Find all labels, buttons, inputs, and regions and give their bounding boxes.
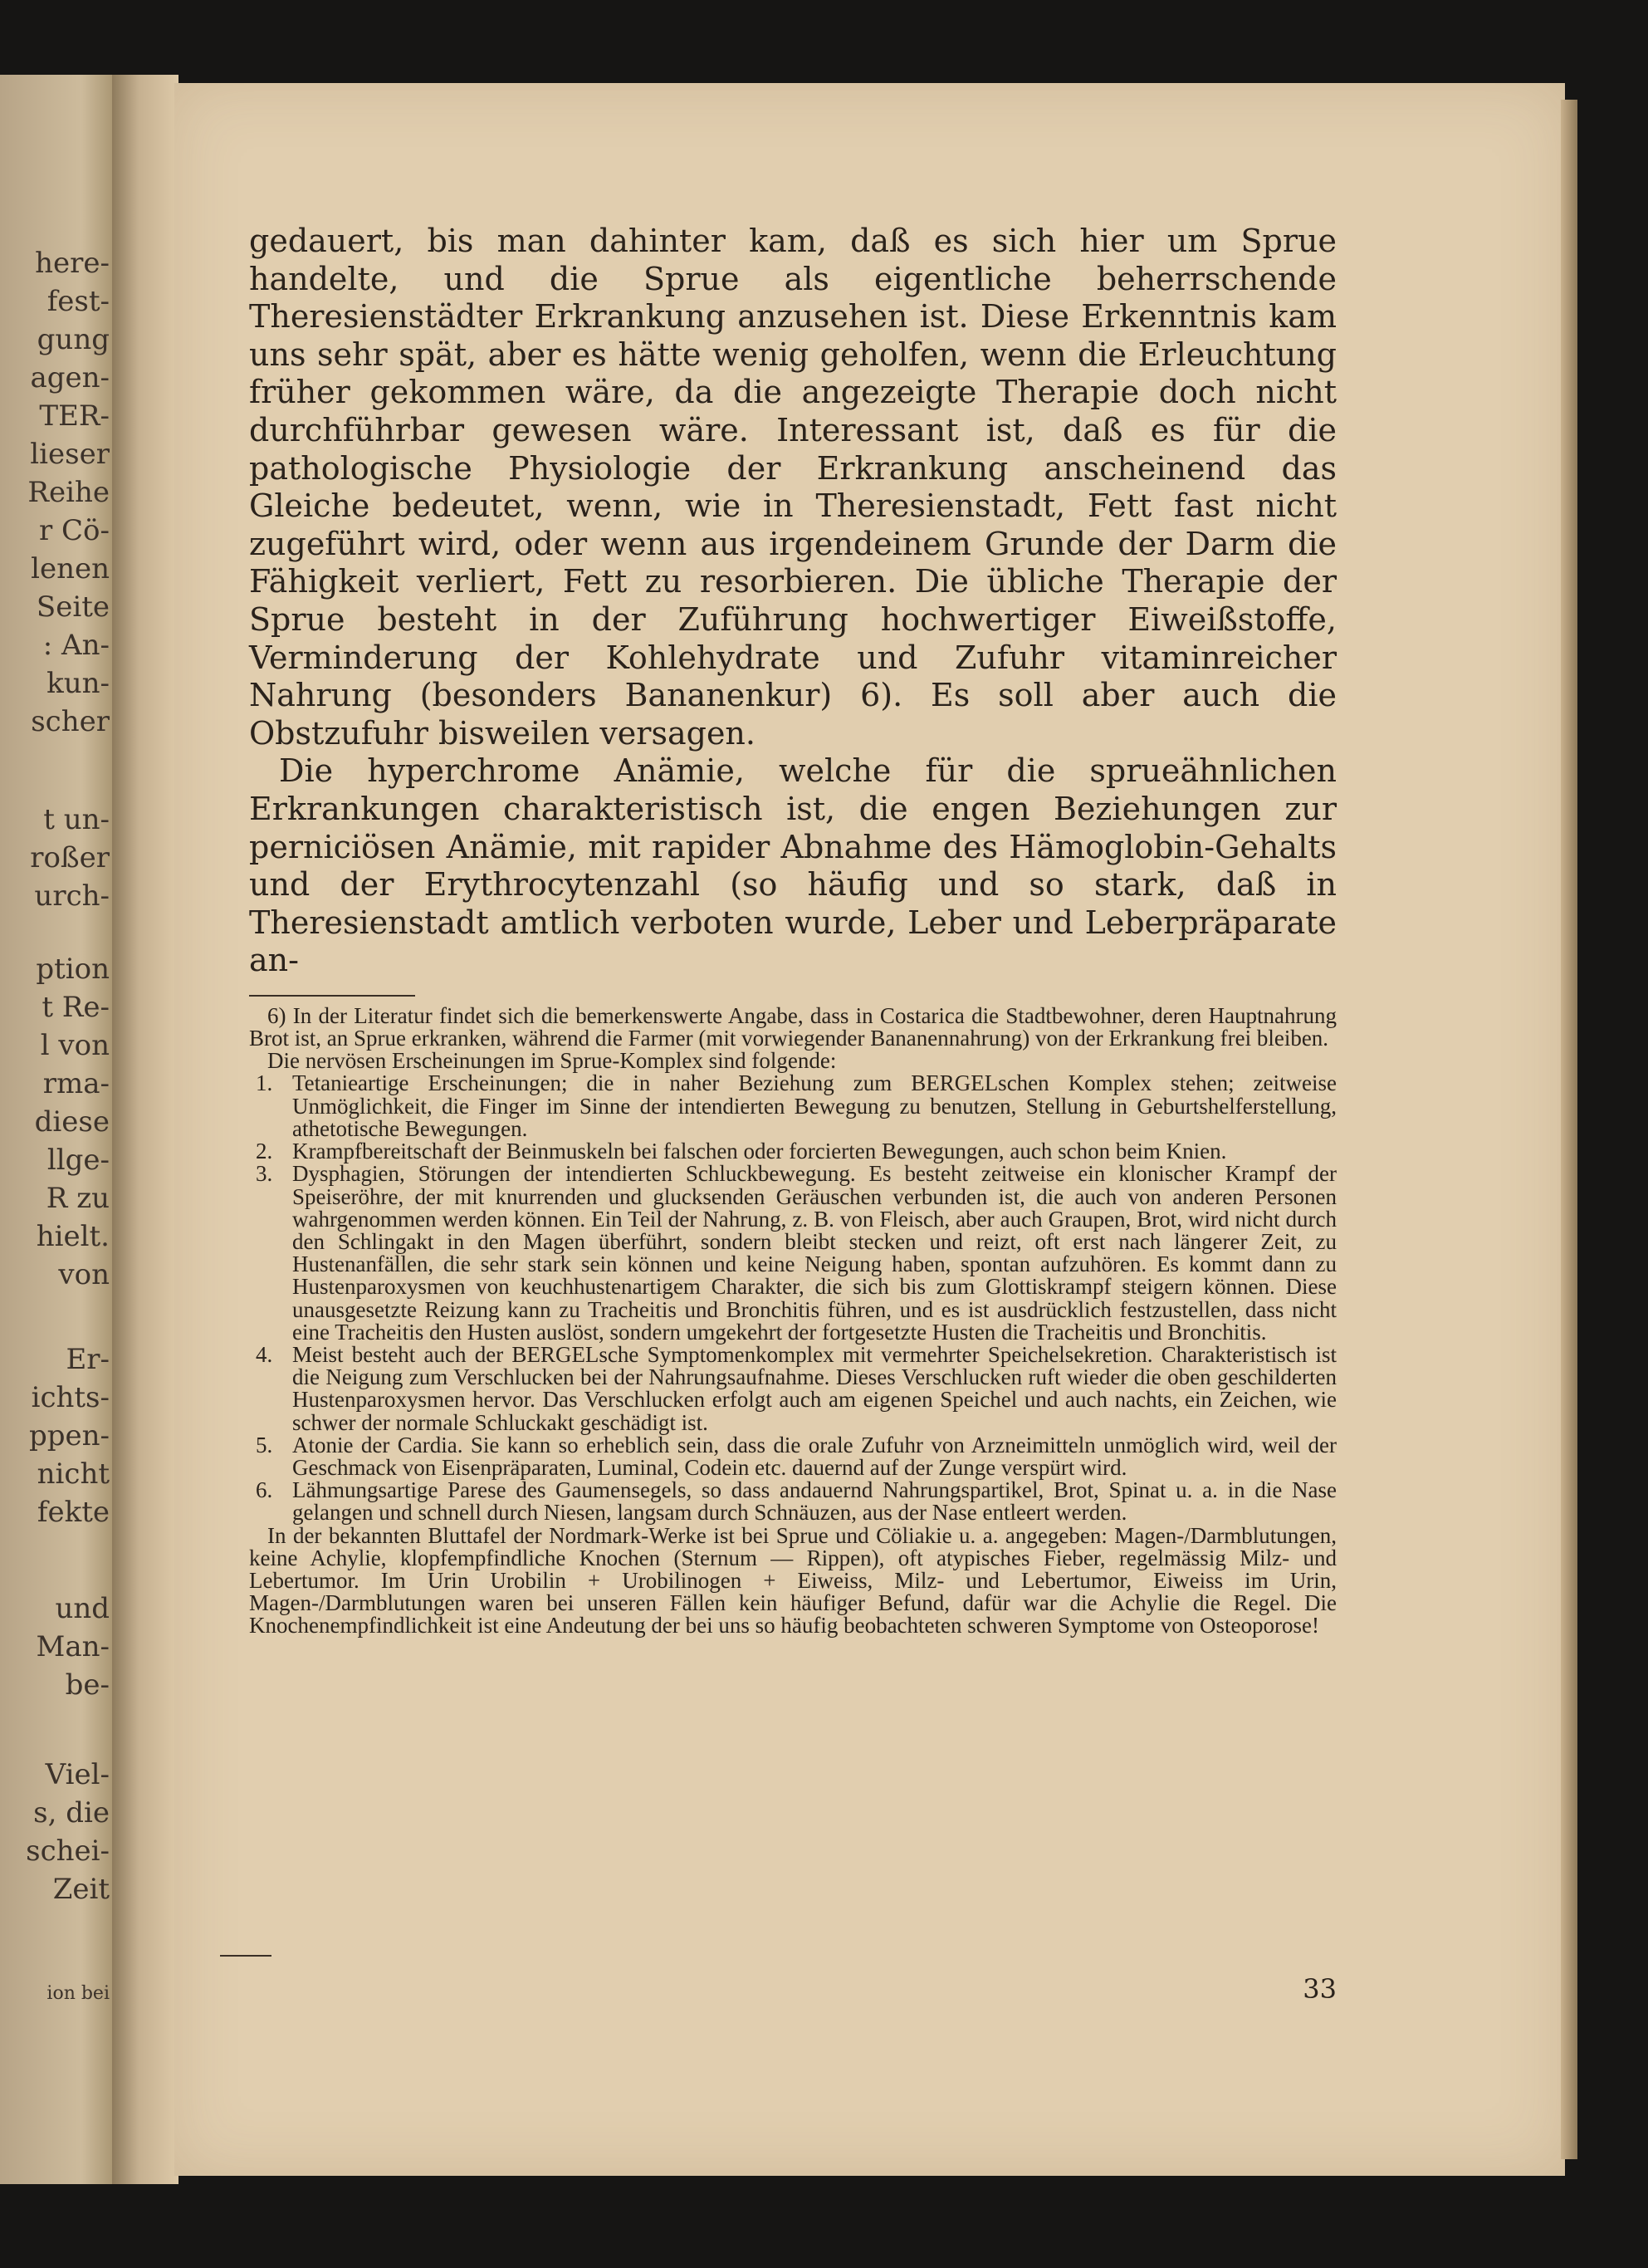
list-text: Tetanieartige Erscheinungen; die in naher Beziehung zum BERGELschen Komplex stehen; zeitweise Unmöglichkeit, die Finger im Sinne der intendierten Bewegung zu benutzen, Stellung in Geburtshelferstellung, athetotische Bewegungen. bbox=[292, 1070, 1337, 1141]
left-page-fragment: Reihe bbox=[27, 476, 110, 509]
left-page-fragment: fest- bbox=[46, 285, 110, 318]
left-page-fragment: llge- bbox=[46, 1144, 110, 1177]
left-page-fragment: und bbox=[55, 1592, 110, 1625]
list-text: Atonie der Cardia. Sie kann so erheblich sein, dass die orale Zufuhr von Arzneimitteln unmöglich wird, weil der Geschmack von Eisenpräparaten, Luminal, Codein etc. dauernd auf der Zunge verspürt wird. bbox=[292, 1432, 1337, 1480]
list-number: 4. bbox=[256, 1341, 273, 1367]
left-page-fragment: von bbox=[58, 1258, 110, 1291]
left-page-fragment: kun- bbox=[46, 667, 110, 700]
left-page-fragment: l von bbox=[40, 1029, 110, 1062]
left-page-fragment: gung bbox=[37, 323, 110, 356]
left-page-fragment: here- bbox=[35, 247, 110, 280]
list-text: Lähmungsartige Parese des Gaumensegels, so dass andauernd Nahrungspartikel, Brot, Spinat u. a. in die Nase gelangen und schnell durch Niesen, langsam durch Schnäuzen, aus der Nase entleert werden. bbox=[292, 1477, 1337, 1526]
page-number: 33 bbox=[1303, 1973, 1337, 2005]
left-page-fragment: R zu bbox=[46, 1182, 110, 1215]
left-page-fragment: roßer bbox=[30, 841, 110, 874]
left-page-fragment: scher bbox=[31, 705, 110, 738]
list-text: Meist besteht auch der BERGELsche Symptomenkomplex mit vermehrter Speichelsekretion. Charakteristisch ist die Neigung zum Verschlucken bei der Nahrungsaufnahme. Dieses Verschlucken ruft wieder die oben geschilderten Hustenparoxysmen hervor. Das Verschlucken erfolgt auch am eigenen Speichel und auch nachts, ein Zeichen, wie schwer der normale Schluckakt geschädigt ist. bbox=[292, 1341, 1337, 1435]
footnote-list-heading: Die nervösen Erscheinungen im Sprue-Komplex sind folgende: bbox=[267, 1048, 837, 1074]
left-page-fragment: Viel- bbox=[45, 1758, 110, 1791]
footnote-list-item bbox=[249, 1434, 1337, 1479]
book-gutter bbox=[112, 75, 178, 2184]
left-page-fragment: lenen bbox=[31, 552, 110, 585]
footnote bbox=[249, 1002, 1337, 1639]
left-page-fragment: s, die bbox=[33, 1796, 110, 1830]
left-page-fragment: ppen- bbox=[28, 1419, 110, 1452]
left-page-fragment: lieser bbox=[30, 438, 110, 471]
left-page-fragment: Seite bbox=[36, 590, 110, 624]
left-page-edge bbox=[0, 75, 116, 2184]
footnote-list-item bbox=[249, 1479, 1337, 1524]
list-text: Krampfbereitschaft der Beinmuskeln bei falschen oder forcierten Bewegungen, auch schon beim Knien. bbox=[292, 1139, 1227, 1164]
left-page-fragment: schei- bbox=[26, 1834, 110, 1868]
list-number: 3. bbox=[256, 1161, 273, 1187]
left-page-fragment: nicht bbox=[37, 1457, 110, 1491]
left-page-fragment: rma- bbox=[42, 1067, 110, 1100]
left-page-fragment: r Cö- bbox=[38, 514, 110, 547]
list-number: 6. bbox=[256, 1477, 273, 1503]
left-page-fragment: diese bbox=[34, 1105, 110, 1139]
page-content bbox=[249, 223, 1337, 1638]
left-page-fragment: TER- bbox=[39, 399, 110, 433]
list-number: 1. bbox=[256, 1070, 273, 1096]
footnote-list-item bbox=[249, 1140, 1337, 1163]
footnote-intro: 6) In der Literatur findet sich die bemerkenswerte Angabe, dass in Costarica die Stadtbewohner, deren Hauptnahrung Brot ist, an Sprue erkranken, während die Farmer (mit vorwiegender Bananennahrung) von der Erkrankung frei bleiben. bbox=[249, 1002, 1337, 1051]
left-page-fragment: Er- bbox=[66, 1343, 110, 1376]
main-paragraph: Die hyperchrome Anämie, welche für die sprueähnlichen Erkrankungen charakteristisch ist, die engen Beziehungen zur perniciösen Anämie, mit rapider Abnahme des Hämoglobin-Gehalts und der Erythrocytenzahl (so häufig und so stark, daß in Theresienstadt amtlich verboten wurde, Leber und Leberpräparate an- bbox=[249, 752, 1337, 979]
left-page-fragment: be- bbox=[65, 1668, 110, 1702]
footnote-list-item bbox=[249, 1341, 1337, 1435]
main-paragraph: gedauert, bis man dahinter kam, daß es sich hier um Sprue handelte, und die Sprue als eigentliche beherrschende Theresienstädter Erkrankung anzusehen ist. Diese Erkenntnis kam uns sehr spät, aber es hätte wenig geholfen, wenn die Erleuchtung früher gekommen wäre, da die angezeigte Therapie doch nicht durchführbar gewesen wäre. Interessant ist, daß es für die pathologische Physiologie der Erkrankung anscheinend das Gleiche bedeutet, wenn, wie in Theresienstadt, Fett fast nicht zugeführt wird, oder wenn aus irgendeinem Grunde der Darm die Fähigkeit verliert, Fett zu resorbieren. Die übliche Therapie der Sprue besteht in der Zuführung hochwertiger Eiweißstoffe, Verminderung der Kohlehydrate und Zufuhr vitaminreicher Nahrung (besonders Bananenkur) 6). Es soll aber auch die Obstzufuhr bisweilen versagen. bbox=[249, 223, 1337, 752]
footnote-list-item bbox=[249, 1072, 1337, 1140]
left-page-fragment: fekte bbox=[37, 1496, 110, 1529]
list-text: Dysphagien, Störungen der intendierten Schluckbewegung. Es besteht zeitweise ein klonischer Krampf der Speiseröhre, der mit knurrenden und glucksenden Geräuschen verbunden ist, die auch von anderen Personen wahrgenommen werden können. Ein Teil der Nahrung, z. B. von Fleisch, aber auch Graupen, Brot, wird nicht durch den Schlingakt in den Magen überführt, sondern bleibt stecken und reizt, oft erst nach längerer Zeit, zu Hustenanfällen, die sehr stark sein können und keine Neigung haben, spontan aufzuhören. Es kommt dann zu Hustenparoxysmen von keuchhustenartigem Charakter, die sich bis zum Glottiskrampf steigern können. Diese unausgesetzte Reizung kann zu Tracheitis und Bronchitis führen, und es ist ausdrücklich festzustellen, dass nicht eine Tracheitis den Husten auslöst, sondern umgekehrt der fortgesetzte Husten die Tracheitis und Bronchitis. bbox=[292, 1161, 1337, 1345]
left-page-fragment: : An- bbox=[42, 629, 110, 662]
list-number: 2. bbox=[256, 1139, 273, 1164]
page-edge bbox=[1561, 100, 1577, 2159]
left-page-fragment: ichts- bbox=[31, 1381, 110, 1414]
left-page-fragment: urch- bbox=[34, 879, 110, 913]
left-page-fragment: Man- bbox=[36, 1630, 110, 1663]
footnote-separator bbox=[249, 995, 415, 997]
left-page-fragment: t Re- bbox=[42, 991, 110, 1024]
left-page-fragment: ion bei bbox=[46, 1983, 110, 2004]
bottom-rule bbox=[220, 1955, 271, 1957]
left-page-fragment: hielt. bbox=[36, 1220, 110, 1253]
left-page-fragment: t un- bbox=[43, 803, 110, 836]
footnote-list-item bbox=[249, 1163, 1337, 1344]
left-page-fragment: ption bbox=[36, 953, 110, 986]
footnote-closing: In der bekannten Bluttafel der Nordmark-Werke ist bei Sprue und Cöliakie u. a. angegeben: Magen-/Darmblutungen, keine Achylie, klopfempfindliche Knochen (Sternum — Rippen), oft atypisches Fieber, regelmässig Milz- und Lebertumor. Im Urin Urobilin + Urobilinogen + Eiweiss, Milz- und Lebertumor, Eiweiss im Urin, Magen-/Darmblutungen waren bei unseren Fällen kein häufiger Befund, dafür war die Achylie die Regel. Die Knochenempfindlichkeit ist eine Andeutung der bei uns so häufig beobachteten schweren Symptome von Osteoporose! bbox=[249, 1522, 1337, 1639]
left-page-fragment: Zeit bbox=[52, 1873, 110, 1906]
left-page-fragment: agen- bbox=[30, 361, 110, 394]
list-number: 5. bbox=[256, 1432, 273, 1457]
